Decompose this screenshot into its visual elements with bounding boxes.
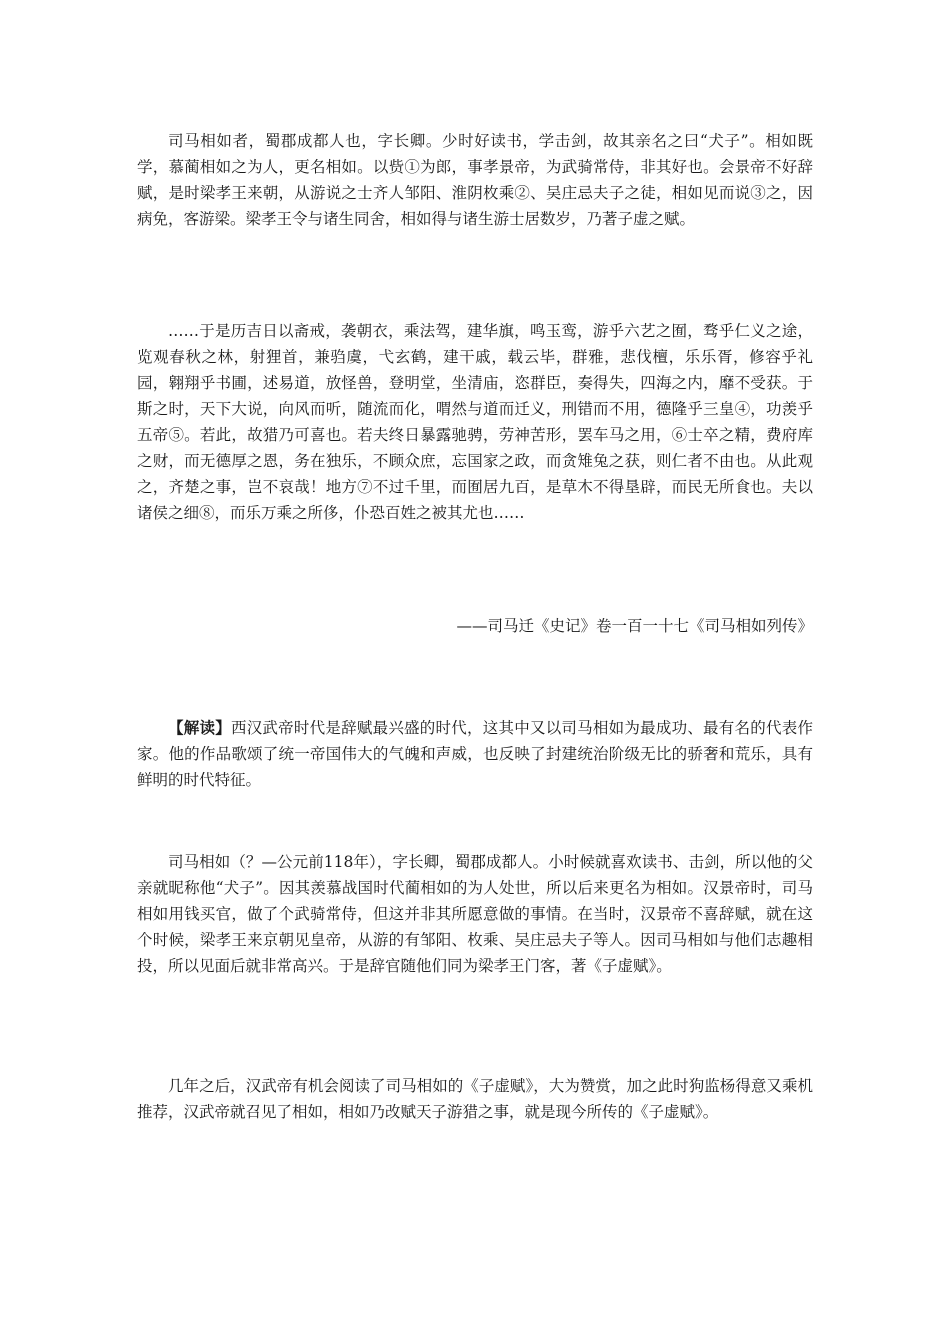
paragraph-interpretation: [137, 715, 813, 793]
paragraph-biography-modern: 司马相如（？—公元前118年），字长卿，蜀郡成都人。小时候就喜欢读书、击剑，所以他的父亲就昵称他“犬子”。因其羡慕战国时代蔺相如的为人处世，所以后来更名为相如。汉景帝时，司马相如用钱买官，做了个武骑常侍，但这并非其所愿意做的事情。在当时，汉景帝不喜辞赋，就在这个时候，梁孝王来京朝见皇帝，从游的有邹阳、枚乘、吴庄忌夫子等人。因司马相如与他们志趣相投，所以见面后就非常高兴。于是辞官随他们同为梁孝王门客，著《子虚赋》。: [137, 853, 813, 975]
interpretation-label: 【解读】: [168, 718, 231, 737]
interpretation-text: 西汉武帝时代是辞赋最兴盛的时代，这其中又以司马相如为最成功、最有名的代表作家。他的作品歌颂了统一帝国伟大的气魄和声威，也反映了封建统治阶级无比的骄奢和荒乐，具有鲜明的时代特征。: [137, 719, 813, 789]
paragraph-later-years: 几年之后，汉武帝有机会阅读了司马相如的《子虚赋》，大为赞赏，加之此时狗监杨得意又乘机推荐，汉武帝就召见了相如，相如乃改赋天子游猎之事，就是现今所传的《子虚赋》。: [137, 1077, 813, 1121]
paragraph-fu-excerpt: ……于是历吉日以斋戒，袭朝衣，乘法驾，建华旗，鸣玉鸾，游乎六艺之囿，骛乎仁义之途，览观春秋之林，射狸首，兼驺虞，弋玄鹤，建干戚，载云毕，群雅，悲伐檀，乐乐胥，修容乎礼园，翱翔乎书圃，述易道，放怪兽，登明堂，坐清庙，恣群臣，奏得失，四海之内，靡不受获。于斯之时，天下大说，向风而听，随流而化，喟然与道而迁义，刑错而不用，德隆乎三皇④，功羡乎五帝⑤。若此，故猎乃可喜也。若夫终日暴露驰骋，劳神苦形，罢车马之用，⑥士卒之精，费府库之财，而无德厚之恩，务在独乐，不顾众庶，忘国家之政，而贪雉兔之获，则仁者不由也。从此观之，齐楚之事，岂不哀哉！地方⑦不过千里，而囿居九百，是草木不得垦辟，而民无所食也。夫以诸侯之细⑧，而乐万乘之所侈，仆恐百姓之被其尤也……: [137, 322, 813, 522]
paragraph-biography-original: 司马相如者，蜀郡成都人也，字长卿。少时好读书，学击剑，故其亲名之曰“犬子”。相如既学，慕蔺相如之为人，更名相如。以赀①为郎，事孝景帝，为武骑常侍，非其好也。会景帝不好辞赋，是时梁孝王来朝，从游说之士齐人邹阳、淮阴枚乘②、吴庄忌夫子之徒，相如见而说③之，因病免，客游梁。梁孝王令与诸生同舍，相如得与诸生游士居数岁，乃著子虚之赋。: [137, 132, 813, 228]
source-citation: ——司马迁《史记》卷一百一十七《司马相如列传》: [456, 617, 813, 635]
